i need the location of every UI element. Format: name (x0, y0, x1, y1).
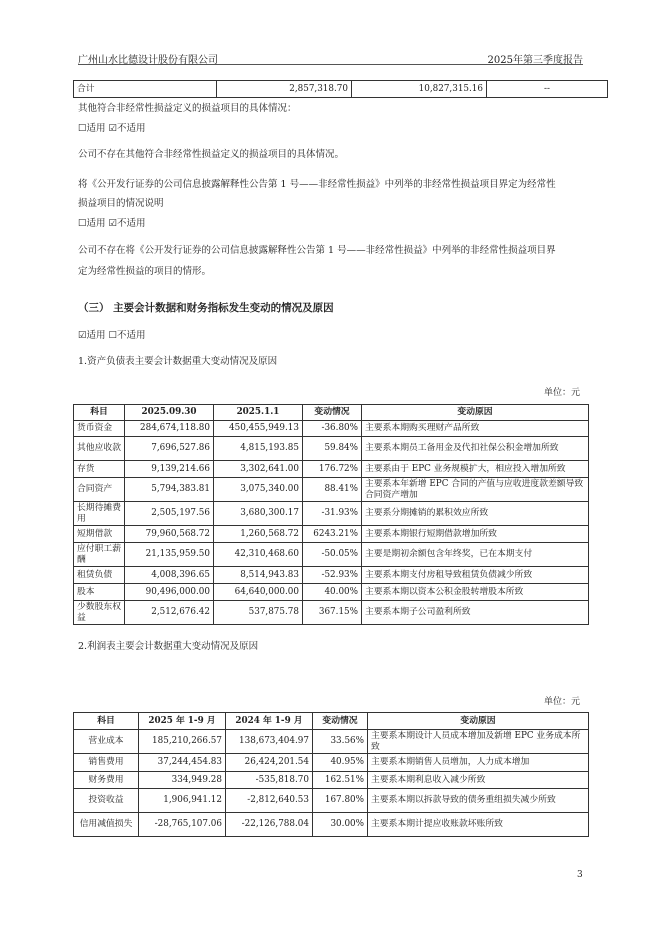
t1-row (74, 461, 589, 478)
total-value-2: 10,827,315.16 (352, 81, 487, 98)
t1-row (74, 421, 589, 437)
t2-header-prior: 2024 年 1-9 月 (226, 713, 313, 730)
t1-cell-reason: 主要系本期员工备用金及代扣社保公积金增加所致 (362, 437, 589, 461)
t2-cell-prior: 26,424,201.54 (226, 754, 313, 772)
balance-sheet-table (73, 404, 589, 625)
t1-cell-change: -31.93% (303, 502, 362, 526)
t2-cell-current: 37,244,454.83 (139, 754, 226, 772)
t1-cell-item: 应付职工薪酬 (74, 543, 125, 567)
t1-header-change: 变动情况 (303, 405, 362, 421)
total-table (73, 80, 608, 98)
t1-cell-prior: 537,875.78 (214, 601, 303, 625)
t2-header-item: 科目 (74, 713, 139, 730)
t2-cell-prior: -22,126,788.04 (226, 813, 313, 837)
t1-cell-reason: 主要系由于 EPC 业务规模扩大，相应投入增加所致 (362, 461, 589, 478)
t1-cell-current: 2,505,197.56 (125, 502, 214, 526)
t1-cell-prior: 1,260,568.72 (214, 526, 303, 543)
applicability-check-2: ☐适用 ☑不适用 (78, 218, 146, 229)
t1-cell-reason: 主要系本期子公司盈利所致 (362, 601, 589, 625)
t1-cell-change: -52.93% (303, 567, 362, 584)
t2-cell-item: 营业成本 (74, 730, 139, 754)
t1-cell-change: 40.00% (303, 584, 362, 601)
t1-cell-prior: 64,640,000.00 (214, 584, 303, 601)
t2-cell-prior: 138,673,404.97 (226, 730, 313, 754)
t1-cell-change: 176.72% (303, 461, 362, 478)
t2-cell-item: 投资收益 (74, 789, 139, 813)
t1-cell-change: 88.41% (303, 478, 362, 502)
t1-row (74, 526, 589, 543)
t2-cell-change: 33.56% (313, 730, 368, 754)
t1-cell-current: 7,696,527.86 (125, 437, 214, 461)
t1-header-prior: 2025.1.1 (214, 405, 303, 421)
income-statement-table (73, 712, 589, 837)
t1-cell-current: 2,512,676.42 (125, 601, 214, 625)
t2-cell-prior: -2,812,640.53 (226, 789, 313, 813)
total-value-3: -- (487, 81, 608, 98)
t2-cell-current: 1,906,941.12 (139, 789, 226, 813)
t2-cell-item: 信用减值损失 (74, 813, 139, 837)
paragraph-no-classification-a: 公司不存在将《公开发行证券的公司信息披露解释性公告第 1 号——非经常性损益》中列举的非经常性损益项目界 (78, 245, 556, 256)
t2-cell-reason: 主要系本期利息收入减少所致 (368, 772, 589, 789)
t1-cell-prior: 42,310,468.60 (214, 543, 303, 567)
t2-cell-change: 167.80% (313, 789, 368, 813)
t1-cell-current: 284,674,118.80 (125, 421, 214, 437)
t2-cell-item: 销售费用 (74, 754, 139, 772)
t1-cell-current: 4,008,396.65 (125, 567, 214, 584)
paragraph-classification-b: 损益项目的情况说明 (78, 198, 164, 209)
t2-row (74, 772, 589, 789)
t1-cell-prior: 8,514,943.83 (214, 567, 303, 584)
t1-cell-change: 367.15% (303, 601, 362, 625)
header-report-title: 2025年第三季度报告 (487, 55, 583, 66)
t1-row (74, 567, 589, 584)
t1-cell-prior: 4,815,193.85 (214, 437, 303, 461)
t1-cell-item: 货币资金 (74, 421, 125, 437)
t1-cell-change: 59.84% (303, 437, 362, 461)
t2-cell-current: -28,765,107.06 (139, 813, 226, 837)
t2-header-reason: 变动原因 (368, 713, 589, 730)
section-title: （三） 主要会计数据和财务指标发生变动的情况及原因 (78, 302, 334, 314)
t1-row (74, 584, 589, 601)
t1-cell-reason: 主要系本期以资本公积金股转增股本所致 (362, 584, 589, 601)
t1-cell-change: -50.05% (303, 543, 362, 567)
header-company: 广州山水比德设计股份有限公司 (78, 55, 218, 66)
t2-cell-change: 40.95% (313, 754, 368, 772)
t1-cell-reason: 主要系本期支付房租导致租赁负债减少所致 (362, 567, 589, 584)
t1-cell-prior: 3,680,300.17 (214, 502, 303, 526)
t2-cell-reason: 主要系本期设计人员成本增加及新增 EPC 业务成本所致 (368, 730, 589, 754)
page-number: 3 (577, 870, 583, 880)
applicability-check-3: ☑适用 ☐不适用 (78, 330, 146, 341)
t2-header-current: 2025 年 1-9 月 (139, 713, 226, 730)
t1-cell-item: 股本 (74, 584, 125, 601)
t1-cell-change: -36.80% (303, 421, 362, 437)
t2-row (74, 754, 589, 772)
t1-cell-current: 9,139,214.66 (125, 461, 214, 478)
t1-row (74, 437, 589, 461)
t1-cell-reason: 主要系本期银行短期借款增加所致 (362, 526, 589, 543)
t2-cell-current: 185,210,266.57 (139, 730, 226, 754)
t1-cell-reason: 主要系本期购买理财产品所致 (362, 421, 589, 437)
t1-cell-prior: 3,302,641.00 (214, 461, 303, 478)
t2-row (74, 730, 589, 754)
t1-cell-item: 少数股东权益 (74, 601, 125, 625)
t2-cell-reason: 主要系本期以拆款导致的债务重组损失减少所致 (368, 789, 589, 813)
unit-label-2: 单位：元 (543, 697, 580, 707)
t1-row (74, 543, 589, 567)
t2-cell-reason: 主要系本期销售人员增加，人力成本增加 (368, 754, 589, 772)
total-label: 合计 (74, 81, 217, 98)
t1-cell-item: 短期借款 (74, 526, 125, 543)
t1-row (74, 478, 589, 502)
applicability-check-1: ☐适用 ☑不适用 (78, 123, 146, 134)
t2-cell-reason: 主要系本期计提应收账款坏账所致 (368, 813, 589, 837)
t1-cell-reason: 主要系本年新增 EPC 合同的产值与应收进度款差额导致合同资产增加 (362, 478, 589, 502)
t1-row (74, 601, 589, 625)
subsection-balance-sheet: 1.资产负债表主要会计数据重大变动情况及原因 (78, 356, 278, 367)
paragraph-other-items: 其他符合非经常性损益定义的损益项目的具体情况： (78, 103, 297, 114)
t1-cell-reason: 主要是期初余额包含年终奖，已在本期支付 (362, 543, 589, 567)
t1-cell-item: 长期待摊费用 (74, 502, 125, 526)
t2-cell-item: 财务费用 (74, 772, 139, 789)
t1-cell-current: 21,135,959.50 (125, 543, 214, 567)
t2-cell-change: 30.00% (313, 813, 368, 837)
t1-header-current: 2025.09.30 (125, 405, 214, 421)
t2-cell-prior: -535,818.70 (226, 772, 313, 789)
t1-cell-reason: 主要系分期摊销的累积效应所致 (362, 502, 589, 526)
header-divider (78, 64, 583, 65)
t2-cell-change: 162.51% (313, 772, 368, 789)
t2-header-change: 变动情况 (313, 713, 368, 730)
t2-row (74, 813, 589, 837)
t1-cell-item: 存货 (74, 461, 125, 478)
t1-header-item: 科目 (74, 405, 125, 421)
paragraph-no-other-items: 公司不存在其他符合非经常性损益定义的损益项目的具体情况。 (78, 149, 345, 160)
t1-cell-prior: 3,075,340.00 (214, 478, 303, 502)
t1-header-reason: 变动原因 (362, 405, 589, 421)
t1-cell-current: 5,794,383.81 (125, 478, 214, 502)
t1-cell-prior: 450,455,949.13 (214, 421, 303, 437)
total-value-1: 2,857,318.70 (217, 81, 352, 98)
paragraph-classification-a: 将《公开发行证券的公司信息披露解释性公告第 1 号——非经常性损益》中列举的非经常性损益项目界定为经常性 (78, 179, 556, 190)
t1-cell-current: 90,496,000.00 (125, 584, 214, 601)
t2-row (74, 789, 589, 813)
subsection-income-statement: 2.利润表主要会计数据重大变动情况及原因 (78, 641, 259, 652)
t1-cell-item: 合同资产 (74, 478, 125, 502)
t1-cell-item: 租赁负债 (74, 567, 125, 584)
unit-label-1: 单位：元 (543, 388, 580, 398)
t1-cell-change: 6243.21% (303, 526, 362, 543)
paragraph-no-classification-b: 定为经常性损益的项目的情形。 (78, 266, 212, 277)
t2-cell-current: 334,949.28 (139, 772, 226, 789)
t1-cell-item: 其他应收款 (74, 437, 125, 461)
t1-row (74, 502, 589, 526)
t1-cell-current: 79,960,568.72 (125, 526, 214, 543)
